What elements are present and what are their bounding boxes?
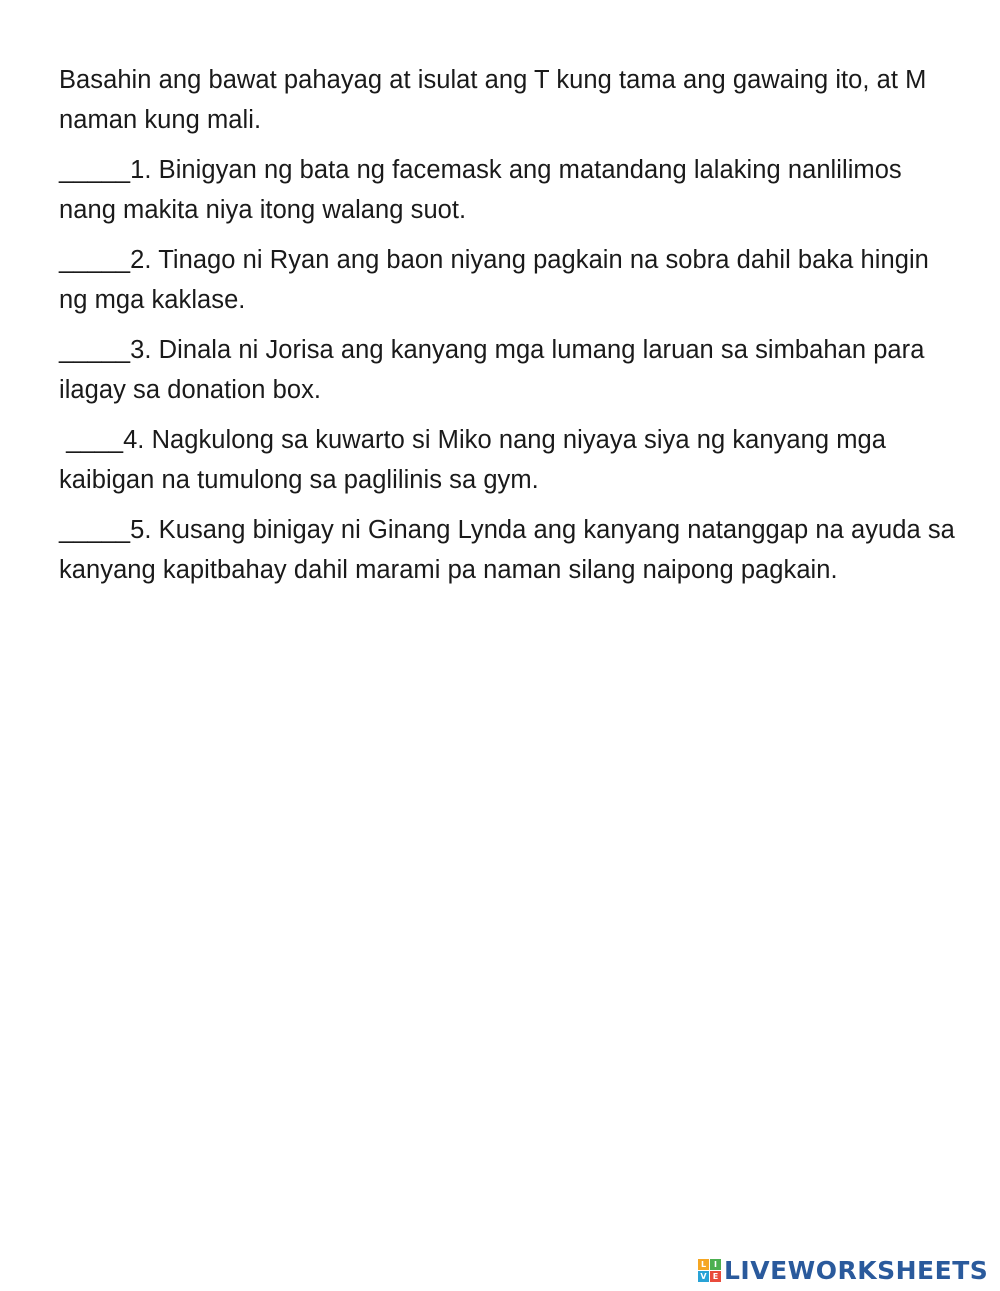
question-item-2: _____2. Tinago ni Ryan ang baon niyang pagkain na sobra dahil baka hingin ng mga kaklase. bbox=[59, 246, 937, 314]
question-item-1: _____1. Binigyan ng bata ng facemask ang matandang lalaking nanlilimos nang makita niya itong walang suot. bbox=[59, 156, 909, 224]
liveworksheets-logo-mark bbox=[698, 1259, 721, 1282]
logo-letter-l: L bbox=[698, 1259, 709, 1270]
question-item-3: _____3. Dinala ni Jorisa ang kanyang mga lumang laruan sa simbahan para ilagay sa donation box. bbox=[59, 336, 932, 404]
liveworksheets-logo bbox=[698, 1255, 988, 1285]
worksheet bbox=[59, 60, 963, 600]
question-item-4: ____4. Nagkulong sa kuwarto si Miko nang niyaya siya ng kanyang mga kaibigan na tumulong sa paglilinis sa gym. bbox=[59, 426, 894, 494]
instructions: Basahin ang bawat pahayag at isulat ang T kung tama ang gawaing ito, at M naman kung mali. bbox=[59, 66, 934, 134]
logo-letter-e: E bbox=[710, 1271, 721, 1282]
logo-wordmark: LIVEWORKSHEETS bbox=[724, 1255, 989, 1285]
question-item-5: _____5. Kusang binigay ni Ginang Lynda ang kanyang natanggap na ayuda sa kanyang kapitbahay dahil marami pa naman silang naipong pagkain. bbox=[59, 516, 963, 584]
logo-letter-v: V bbox=[698, 1271, 709, 1282]
logo-letter-i: I bbox=[710, 1259, 721, 1270]
